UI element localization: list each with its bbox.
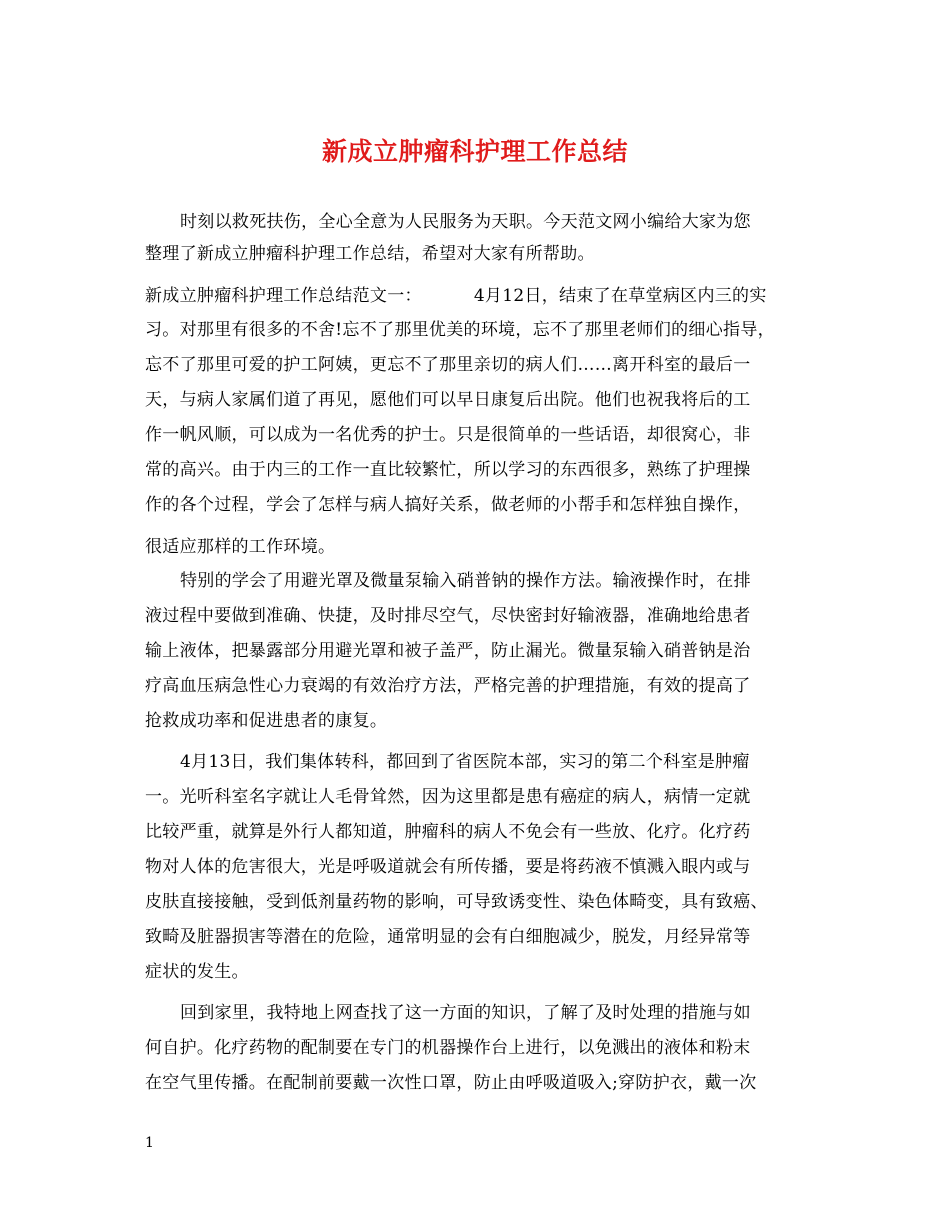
paragraph-line [145, 284, 767, 308]
paragraph-line: 常的高兴。由于内三的工作一直比较繁忙，所以学习的东西很多，熟练了护理操 [145, 460, 751, 480]
paragraph-line: 在空气里传播。在配制前要戴一次性口罩，防止由呼吸道吸入;穿防护衣，戴一次 [145, 1073, 757, 1093]
paragraph-line: 何自护。化疗药物的配制要在专门的机器操作台上进行，以免溅出的液体和粉末 [145, 1038, 751, 1058]
paragraph-text: 4月12日，结束了在草堂病区内三的实 [473, 286, 767, 306]
paragraph-line: 作一帆风顺，可以成为一名优秀的护士。只是很简单的一些话语，却很窝心，非 [145, 425, 751, 445]
paragraph-line: 物对人体的危害很大，光是呼吸道就会有所传播，要是将药液不慎溅入眼内或与 [145, 857, 751, 877]
paragraph-line: 回到家里，我特地上网查找了这一方面的知识，了解了及时处理的措施与如 [180, 1003, 751, 1023]
paragraph-line: 作的各个过程，学会了怎样与病人搞好关系，做老师的小帮手和怎样独自操作， [145, 495, 751, 515]
paragraph-line: 时刻以救死扶伤，全心全意为人民服务为天职。今天范文网小编给大家为您 [180, 212, 751, 232]
section-heading: 新成立肿瘤科护理工作总结范文一： [145, 286, 422, 306]
paragraph-line: 习。对那里有很多的不舍!忘不了那里优美的环境，忘不了那里老师们的细心指导， [145, 320, 775, 340]
paragraph-line: 抢救成功率和促进患者的康复。 [145, 711, 388, 731]
paragraph-line: 症状的发生。 [145, 962, 249, 982]
paragraph-line: 输上液体，把暴露部分用避光罩和被子盖严，防止漏光。微量泵输入硝普钠是治 [145, 641, 751, 661]
paragraph-line: 4月13日，我们集体转科，都回到了省医院本部，实习的第二个科室是肿瘤 [180, 752, 750, 772]
paragraph-line: 天，与病人家属们道了再见，愿他们可以早日康复后出院。他们也祝我将后的工 [145, 390, 751, 410]
paragraph-line: 一。光听科室名字就让人毛骨耸然，因为这里都是患有癌症的病人，病情一定就 [145, 787, 751, 807]
paragraph-line: 致畸及脏器损害等潜在的危险，通常明显的会有白细胞减少，脱发，月经异常等 [145, 927, 751, 947]
document-title: 新成立肿瘤科护理工作总结 [321, 137, 628, 166]
paragraph-line: 皮肤直接接触，受到低剂量药物的影响，可导致诱变性、染色体畸变，具有致癌、 [145, 892, 768, 912]
paragraph-line: 整理了新成立肿瘤科护理工作总结，希望对大家有所帮助。 [145, 244, 595, 264]
paragraph-line: 疗高血压病急性心力衰竭的有效治疗方法，严格完善的护理措施，有效的提高了 [145, 676, 751, 696]
paragraph-line: 液过程中要做到准确、快捷，及时排尽空气，尽快密封好输液器，准确地给患者 [145, 606, 751, 626]
paragraph-line: 忘不了那里可爱的护工阿姨，更忘不了那里亲切的病人们……离开科室的最后一 [145, 355, 751, 375]
paragraph-line: 很适应那样的工作环境。 [145, 537, 336, 557]
page-number: 1 [145, 1135, 154, 1151]
paragraph-line: 特别的学会了用避光罩及微量泵输入硝普钠的操作方法。输液操作时，在排 [180, 571, 751, 591]
paragraph-line: 比较严重，就算是外行人都知道，肿瘤科的病人不免会有一些放、化疗。化疗药 [145, 822, 751, 842]
